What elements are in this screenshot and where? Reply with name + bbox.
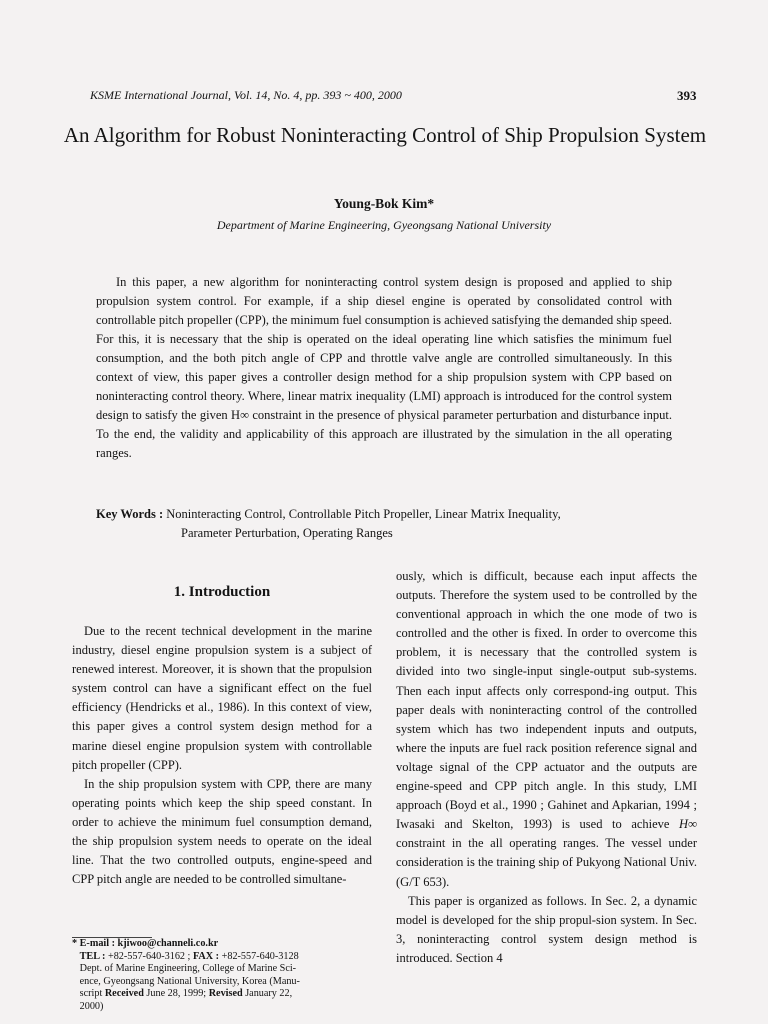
intro-paragraph-2: In the ship propulsion system with CPP, there are many operating points which keep the ship speed constant. In order to achieve the minimum fuel consumption demand, the ship propulsion system needs to operate on the ideal line. That the two controlled outputs, engine-speed and CPP pitch angle are needed to be controlled simultane-	[72, 776, 372, 887]
keywords-line-1: Noninteracting Control, Controllable Pitch Propeller, Linear Matrix Inequality,	[166, 507, 561, 521]
page-number: 393	[677, 88, 697, 103]
footnote-year: 2000)	[79, 1000, 104, 1012]
keywords	[96, 505, 696, 543]
intro-paragraph-1: Due to the recent technical development in the marine industry, diesel engine propulsion system is a subject of renewed interest. Moreover, it is shown that the propulsion system control can have a significant effect on the fuel efficiency (Hendricks et al., 1986). In this context of view, this paper gives a control system design method for a marine diesel engine propulsion system with controllable pitch propeller (CPP).	[72, 624, 372, 772]
author-affiliation: Department of Marine Engineering, Gyeongsang National University	[216, 218, 552, 232]
journal-header: KSME International Journal, Vol. 14, No. 4, pp. 393 ~ 400, 2000	[90, 88, 402, 102]
author-name: Young-Bok Kim*	[333, 196, 435, 211]
intro-paragraph-3-part-b: constraint in the all operating ranges. The vessel under consideration is the training ship of Pukyong National Univ. (G/T 653).	[396, 836, 697, 889]
footnote-dates: script Received June 28, 1999; Revised January 22,	[79, 988, 293, 999]
intro-paragraph-4: This paper is organized as follows. In Sec. 2, a dynamic model is developed for the ship propul-sion system. In Sec. 3, noninteracting control system design method is introduced. Section 4	[396, 893, 697, 965]
footnote-university: ence, Gyeongsang National University, Korea (Manu-	[79, 975, 300, 987]
footnote-contact: TEL : +82-557-640-3162 ; FAX : +82-557-640-3128	[79, 950, 299, 962]
footnote	[72, 938, 372, 1013]
intro-paragraph-3	[396, 567, 697, 892]
footnote-dept: Dept. of Marine Engineering, College of Marine Sci-	[79, 963, 297, 974]
keywords-label: Key Words :	[96, 507, 164, 521]
paper-title: An Algorithm for Robust Noninteracting Control of Ship Propulsion System	[63, 123, 707, 147]
section-heading-introduction: 1. Introduction	[173, 584, 271, 600]
left-column	[72, 622, 372, 889]
intro-paragraph-3-part-a: ously, which is difficult, because each input affects the outputs. Therefore the system used to be controlled by the conventional approach in which the one mode of two is controlled and the other is fixed. In order to overcome this problem, it is necessary that the controlled system is divided into two single-input single-output sub-systems. Then each input affects only correspond-ing output. This paper deals with noninteracting control of the controlled system which has two independent inputs and outputs, where the inputs are fuel rack position reference signal and voltage signal of the CPP actuator and the outputs are engine-speed and CPP pitch angle. In this study, LMI approach (Boyd et al., 1990 ; Gahinet and Apkarian, 1994 ; Iwasaki and Skelton, 1993) is used to achieve	[396, 569, 697, 832]
right-column	[396, 567, 697, 968]
keywords-line-2: Parameter Perturbation, Operating Ranges	[181, 526, 393, 540]
h-infinity-symbol: H∞	[679, 817, 697, 832]
footnote-email: * E-mail : kjiwoo@channeli.co.kr	[72, 938, 219, 949]
abstract: In this paper, a new algorithm for noninteracting control system design is proposed and applied to ship propulsion system control. For example, if a ship diesel engine is operated by consolidated control with controllable pitch propeller (CPP), the minimum fuel consumption is achieved satisfying the demanded ship speed. For this, it is necessary that the ship is operated on the ideal operating line which satisfies the minimum fuel consumption, and the both pitch angle of CPP and throttle valve angle are controlled simultaneously. In this context of view, this paper gives a controller design method for a ship propulsion system with CPP based on noninteracting control theory. Where, linear matrix inequality (LMI) approach is introduced for the control system design to satisfy the given H∞ constraint in the presence of physical parameter perturbation and disturbance input. To the end, the validity and applicability of this approach are illustrated by the simulation in the all operating ranges.	[96, 275, 672, 460]
